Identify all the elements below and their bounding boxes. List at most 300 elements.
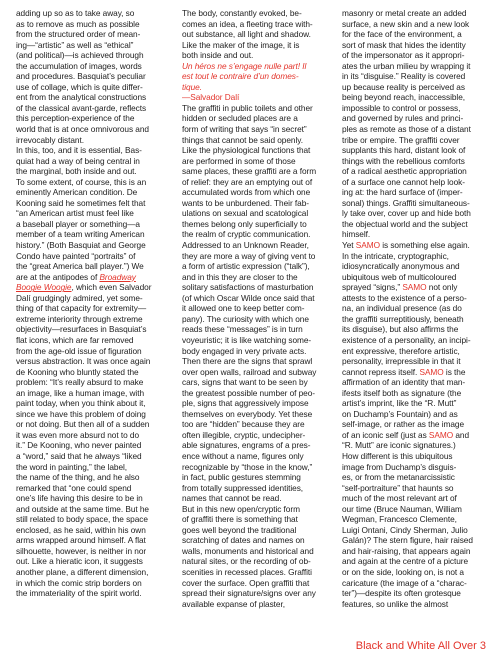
text-line [182, 377, 316, 388]
text-run: the immateriality of the spirit world. [16, 588, 142, 599]
text-run: But in this new open/cryptic form [182, 503, 300, 514]
text-run: they are more a way of giving vent to [182, 250, 316, 261]
text-line [16, 156, 151, 167]
text-line [182, 40, 316, 51]
text-line [16, 303, 151, 314]
text-run: from totally suppressed identities, [182, 482, 304, 493]
text-run: natural sites, or the recording of ob- [182, 556, 311, 567]
text-line [342, 556, 473, 567]
text-run: cars, signs that want to be seen by [182, 377, 308, 388]
text-line [182, 229, 316, 240]
text-run: himself. [342, 229, 371, 240]
text-run: since we have this problem of doing [16, 408, 146, 419]
highlighted-text: tique. [182, 81, 202, 92]
text-line [16, 219, 151, 230]
text-run: body engaged in very private acts. [182, 345, 307, 356]
text-line [16, 419, 151, 430]
text-line [16, 198, 151, 209]
text-run: names that cannot be read. [182, 493, 282, 504]
text-run: comes an idea, a fleeting trace with- [182, 18, 313, 29]
text-line [16, 430, 151, 441]
text-run: existence of a personality, an incipi- [342, 334, 471, 345]
text-line [182, 145, 316, 156]
highlighted-text: SAMO [419, 366, 444, 377]
text-run: out substance, all light and shadow. [182, 29, 311, 40]
text-run: remarked that “one could spend [16, 482, 132, 493]
text-run: member of a team writing American [16, 229, 145, 240]
text-run: scenities in recessed places. Graffiti [182, 566, 312, 577]
text-run: ples as remote as those of a distant [342, 124, 471, 135]
text-line [182, 599, 316, 610]
text-run: tribe or empire. The graffiti cover [342, 134, 460, 145]
text-run: Luigi Ontani, Cindy Sherman, Julio [342, 524, 468, 535]
text-line [342, 525, 473, 536]
text-run: spread their signature/signs over any [182, 588, 316, 599]
text-line [16, 177, 151, 188]
text-line [342, 219, 473, 230]
text-run: cannot repress itself. [342, 366, 420, 377]
text-line [16, 40, 151, 51]
text-run: out. Like a hieratic icon, it suggests [16, 556, 143, 567]
text-line [342, 61, 473, 72]
text-run: not only [426, 282, 458, 293]
text-run: is the [443, 366, 466, 377]
text-line [342, 272, 473, 283]
text-line [182, 388, 316, 399]
text-run: is something else again. [379, 240, 470, 251]
text-line [16, 71, 151, 82]
text-line [16, 187, 151, 198]
text-run: much of the most relevant art of [342, 493, 457, 504]
text-line [16, 556, 151, 567]
text-run: the “great America ball player.”) We [16, 261, 144, 272]
text-line [182, 451, 316, 462]
text-line [182, 303, 316, 314]
highlighted-text: Boogie Woogie [16, 282, 72, 293]
text-run: de Kooning who bluntly stated the [16, 366, 139, 377]
text-run: and [453, 429, 470, 440]
text-run: surface, a new skin and a new look [342, 18, 470, 29]
highlighted-text: SAMO [355, 240, 380, 251]
text-run: both inside and out. [182, 50, 254, 61]
text-run: are at the antipodes of [16, 271, 100, 282]
text-line [16, 346, 151, 357]
text-run: wants to be unburdened. Their fab- [182, 197, 309, 208]
text-run: Dalí grudgingly admired, yet some- [16, 292, 143, 303]
text-line [342, 156, 473, 167]
text-run: and outside at the same time. But he [16, 503, 149, 514]
text-run: In this, too, and it is essential, Bas- [16, 145, 142, 156]
text-line [182, 556, 316, 567]
text-line [182, 398, 316, 409]
text-line [342, 293, 473, 304]
text-line [342, 419, 473, 430]
text-line [182, 208, 316, 219]
text-run: flat icons, which are far removed [16, 334, 134, 345]
text-line [182, 103, 316, 114]
text-run: Like the maker of the image, it is [182, 39, 300, 50]
text-run: Galán)? The stern figure, hair raised [342, 535, 473, 546]
text-line [342, 493, 473, 504]
text-run: artist’s imprint, like the “R. Mutt” [342, 398, 457, 409]
text-line [16, 8, 151, 19]
text-line [342, 145, 473, 156]
text-line [16, 588, 151, 599]
text-line [342, 50, 473, 61]
text-line [16, 451, 151, 462]
text-run: goes well beyond the traditional [182, 524, 297, 535]
text-run: na, an individual presence (as do [342, 303, 462, 314]
text-run: our time (Bruce Nauman, William [342, 503, 462, 514]
text-line [182, 187, 316, 198]
highlighted-text: Un héros ne s’engage nulle part! Il [182, 60, 307, 71]
text-run: cover the surface. Open graffiti that [182, 577, 310, 588]
text-line [182, 240, 316, 251]
text-run: a form of artistic expression (“talk”), [182, 261, 310, 272]
text-run: of the classical avant-garde, reflects [16, 102, 147, 113]
text-line [182, 177, 316, 188]
text-line [16, 335, 151, 346]
text-line [342, 599, 473, 610]
text-run: for the face of the environment, a [342, 29, 462, 40]
text-run: ulations on sexual and scatological [182, 208, 309, 219]
text-line [16, 251, 151, 262]
text-line [182, 261, 316, 272]
text-run: of a surface one cannot help look- [342, 176, 465, 187]
text-line [16, 261, 151, 272]
text-line [16, 525, 151, 536]
text-run: problem: “It’s really absurd to make [16, 377, 144, 388]
text-line [182, 282, 316, 293]
text-line [182, 525, 316, 536]
text-line [182, 50, 316, 61]
text-line [16, 535, 151, 546]
text-run: (of which Oscar Wilde once said that [182, 292, 315, 303]
text-run: and hair-raising, that appears again [342, 545, 471, 556]
highlighted-text: SAMO [402, 282, 427, 293]
text-run: sort of mask that hides the identity [342, 39, 466, 50]
text-line [342, 40, 473, 51]
text-run: an image, like a human image, with [16, 387, 145, 398]
text-run: still related to body space, the space [16, 514, 148, 525]
text-run: ing at: the hard surface of (imper- [342, 187, 463, 198]
text-line [16, 493, 151, 504]
text-line [182, 135, 316, 146]
text-run: able signatures, engrams of a pres- [182, 440, 311, 451]
text-line [16, 166, 151, 177]
text-run: ent expressive, therefore artistic, [342, 345, 460, 356]
text-line [342, 19, 473, 30]
text-run: accumulated words from which one [182, 187, 311, 198]
text-run: ter”)—despite its often grotesque [342, 588, 461, 599]
text-run: sonal) things. Graffiti simultaneous- [342, 197, 470, 208]
text-line [342, 430, 473, 441]
text-line [342, 261, 473, 272]
text-run: it was even more absurd not to do [16, 429, 140, 440]
text-run: themes belong only superficially to [182, 218, 307, 229]
text-run: of graffiti there is something that [182, 514, 298, 525]
text-run: , which even Salvador [71, 282, 152, 293]
text-run: paint today, when you think about it, [16, 398, 146, 409]
text-line [182, 472, 316, 483]
text-run: irrevocably distant. [16, 134, 84, 145]
text-run: the marginal, both inside and out. [16, 166, 137, 177]
text-line [182, 61, 316, 72]
text-line [342, 251, 473, 262]
text-line [182, 324, 316, 335]
text-run: another plane, a different dimension, [16, 566, 149, 577]
text-run: ing—“artistic” as well as “ethical” [16, 39, 134, 50]
text-column-3 [342, 8, 473, 609]
text-line [342, 356, 473, 367]
text-run: self-image, or rather as the image [342, 419, 465, 430]
text-run: often illegible, cryptic, undecipher- [182, 429, 306, 440]
text-line [182, 124, 316, 135]
text-run: sprayed “signs,” [342, 282, 403, 293]
text-line [182, 440, 316, 451]
text-run: personality, irrepressible in that it [342, 356, 461, 367]
text-run: and procedures. Basquiat’s peculiar [16, 71, 146, 82]
text-line [182, 356, 316, 367]
text-run: from the structured order of mean- [16, 29, 141, 40]
text-line [16, 82, 151, 93]
text-line [342, 514, 473, 525]
text-run: the objectual world and the subject [342, 218, 468, 229]
text-line [16, 377, 151, 388]
text-run: the greatest possible number of peo- [182, 387, 315, 398]
text-line [182, 92, 316, 103]
text-line [16, 514, 151, 525]
text-run: on Duchamp’s Fountain) and as [342, 408, 458, 419]
text-line [342, 198, 473, 209]
text-line [182, 419, 316, 430]
text-run: enclosed, as he said, within his own [16, 524, 146, 535]
text-run: in fact, public gestures stemming [182, 472, 301, 483]
text-line [182, 198, 316, 209]
text-run: in which the comic strip borders on [16, 577, 142, 588]
text-line [16, 409, 151, 420]
highlighted-text: —Salvador Dalí [182, 92, 240, 103]
text-line [342, 314, 473, 325]
text-line [342, 208, 473, 219]
text-line [16, 440, 151, 451]
text-run: Kooning said he sometimes felt that [16, 197, 146, 208]
text-run: caricature (the image of a “charac- [342, 577, 467, 588]
text-line [16, 504, 151, 515]
text-run: or not doing. But then all of a sudden [16, 419, 150, 430]
text-run: voyeuristic; it is like watching some- [182, 334, 312, 345]
text-run: impossible to control or possess, [342, 102, 461, 113]
text-line [182, 588, 316, 599]
text-run: quiat had a way of being central in [16, 155, 140, 166]
text-line [182, 504, 316, 515]
text-run: it.” De Kooning, who never painted [16, 440, 142, 451]
text-line [342, 187, 473, 198]
text-line [182, 578, 316, 589]
text-line [16, 272, 151, 283]
text-line [182, 156, 316, 167]
text-run: ple, signs that aggressively impose [182, 398, 309, 409]
text-run: eminently American condition. De [16, 187, 138, 198]
text-line [342, 504, 473, 515]
text-line [182, 293, 316, 304]
text-run: ence without a name, figures only [182, 450, 304, 461]
text-line [342, 567, 473, 578]
text-line [342, 303, 473, 314]
text-line [16, 356, 151, 367]
text-line [342, 177, 473, 188]
text-line [342, 535, 473, 546]
text-line [342, 103, 473, 114]
text-line [16, 578, 151, 589]
page-footer: Black and White All Over 3 [355, 640, 486, 652]
text-line [16, 483, 151, 494]
text-line [342, 335, 473, 346]
text-line [182, 483, 316, 494]
text-run: a “word,” said that he always “liked [16, 450, 142, 461]
text-line [342, 578, 473, 589]
text-line [182, 219, 316, 230]
text-run: affirmation of an identity that man- [342, 377, 466, 388]
text-line [16, 113, 151, 124]
text-run: The body, constantly evoked, be- [182, 8, 302, 18]
text-run: and again at the centre of a picture [342, 556, 469, 567]
text-line [342, 377, 473, 388]
text-line [182, 166, 316, 177]
text-run: the realm of cryptic communication. [182, 229, 311, 240]
text-line [342, 324, 473, 335]
text-run: solitary satisfactions of masturbation [182, 282, 314, 293]
text-run: ubiquitous web of multicoloured [342, 271, 457, 282]
text-run: Like the physiological functions that [182, 145, 311, 156]
text-line [342, 135, 473, 146]
text-run: or on the side, looking on, is not a [342, 566, 464, 577]
text-run: Wegman, Francesco Clemente, [342, 514, 457, 525]
text-line [16, 324, 151, 335]
highlighted-text: SAMO [428, 429, 454, 440]
text-line [182, 535, 316, 546]
highlighted-text: est tout le contraire d’un domes- [182, 71, 299, 82]
text-run: In the intricate, cryptographic, [342, 250, 449, 261]
text-run: use of collage, which is quite differ- [16, 81, 143, 92]
text-run: the word in painting,” the label, [16, 461, 128, 472]
text-run: reads these “messages” is in turn [182, 324, 303, 335]
text-run: features, so unlike the almost [342, 598, 449, 609]
text-line [342, 346, 473, 357]
text-run: objectivity—resurfaces in Basquiat’s [16, 324, 147, 335]
text-run: How different is this ubiquitous [342, 450, 453, 461]
text-run: things with the rebellious comforts [342, 155, 465, 166]
text-line [182, 409, 316, 420]
text-line [182, 514, 316, 525]
text-line [16, 240, 151, 251]
text-run: same places, these graffiti are a form [182, 166, 317, 177]
text-line [342, 92, 473, 103]
text-run: world that is at once omnivorous and [16, 124, 149, 135]
text-run: of a radical aesthetic appropriation [342, 166, 467, 177]
text-run: of an iconic self (just as [342, 429, 429, 440]
text-line [342, 229, 473, 240]
text-run: of relief: they are an emptying out of [182, 176, 313, 187]
text-line [182, 113, 316, 124]
text-line [182, 335, 316, 346]
text-line [342, 483, 473, 494]
text-run: walls, monuments and historical and [182, 545, 314, 556]
text-line [182, 82, 316, 93]
text-run: the accumulation of images, words [16, 60, 142, 71]
text-line [16, 398, 151, 409]
text-run: pany). The curiosity with which one [182, 313, 309, 324]
text-column-1 [16, 8, 151, 599]
text-line [182, 8, 316, 19]
text-run: as to remove as much as possible [16, 18, 140, 29]
text-line [16, 229, 151, 240]
text-line [182, 546, 316, 557]
text-line [16, 282, 151, 293]
text-run: image from Duchamp’s disguis- [342, 461, 457, 472]
text-run: Then there are the signs that sprawl [182, 356, 313, 367]
text-line [182, 367, 316, 378]
text-run: scratching of dates and names on [182, 535, 305, 546]
text-line [182, 567, 316, 578]
text-line [342, 166, 473, 177]
text-line [342, 588, 473, 599]
text-run: thing of that capacity for extremity— [16, 303, 147, 314]
text-line [16, 29, 151, 40]
text-line [342, 546, 473, 557]
text-line [16, 135, 151, 146]
text-run: up because reality is perceived as [342, 81, 465, 92]
text-line [16, 124, 151, 135]
text-line [16, 50, 151, 61]
text-run: are performed in some of those [182, 155, 296, 166]
text-run: history.” (Both Basquiat and George [16, 240, 146, 251]
text-line [16, 546, 151, 557]
text-run: To some extent, of course, this is an [16, 176, 147, 187]
text-line [182, 251, 316, 262]
text-run: from the age-old issue of figuration [16, 345, 142, 356]
text-line [342, 282, 473, 293]
text-run: too are “hidden” because they are [182, 419, 305, 430]
text-run: arms wrapped around himself. A flat [16, 535, 146, 546]
text-line [16, 92, 151, 103]
text-run: “self-portraiture” that haunts so [342, 482, 454, 493]
text-line [342, 440, 473, 451]
text-line [342, 8, 473, 19]
text-line [16, 567, 151, 578]
text-run: being beyond reach, inaccessible, [342, 92, 466, 103]
text-line [16, 462, 151, 473]
text-run: ates the urban milieu by wrapping it [342, 60, 471, 71]
text-run: and in this they are closer to the [182, 271, 298, 282]
text-run: the graffiti surreptitiously, beneath [342, 313, 464, 324]
text-run: ifests itself both as signature (the [342, 387, 462, 398]
text-line [16, 472, 151, 483]
text-line [342, 472, 473, 483]
text-run: (and political)—is achieved through [16, 50, 144, 61]
text-line [342, 409, 473, 420]
text-line [342, 462, 473, 473]
text-line [16, 208, 151, 219]
text-run: ly take over, cover up and hide both [342, 208, 471, 219]
text-line [342, 367, 473, 378]
text-line [16, 145, 151, 156]
text-run: over open walls, railroad and subway [182, 366, 317, 377]
text-line [342, 451, 473, 462]
text-line [16, 103, 151, 114]
text-line [16, 19, 151, 30]
text-line [182, 29, 316, 40]
